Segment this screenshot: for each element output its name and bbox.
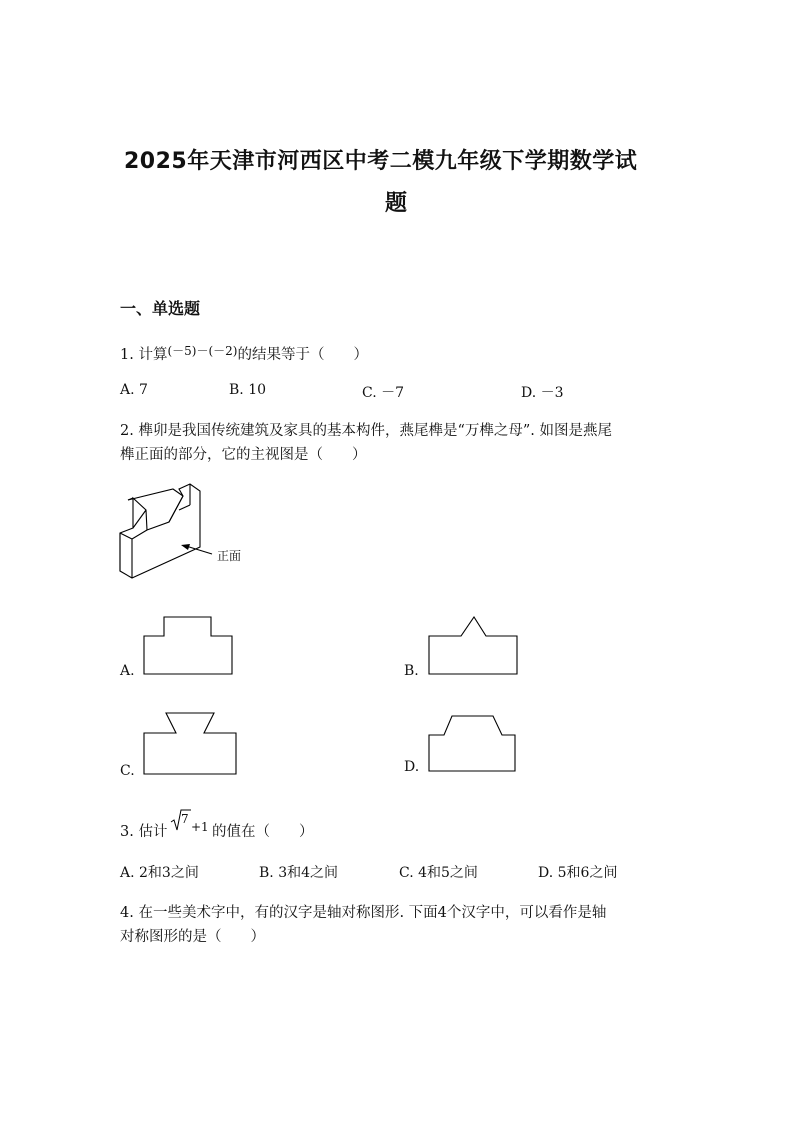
question-3-radicand: 7 [181,812,189,826]
page-title-line-2: 题 [385,191,408,216]
question-2-option-d: D. [404,759,420,775]
question-1-suffix: 的结果等于（ ） [237,347,368,363]
question-2-option-c: C. [120,763,135,779]
option-d-shape [429,716,515,771]
question-1-option-a: A. 7 [120,382,148,398]
front-face-label: 正面 [217,549,242,563]
question-1-expression: (－5)－(－2) [167,344,238,358]
option-a-shape [144,617,232,674]
question-4-line-2: 对称图形的是（ ） [120,929,265,945]
section-header: 一、单选题 [120,299,201,318]
question-2-line-2: 榫正面的部分，它的主视图是（ ） [120,447,367,463]
question-3-option-d: D. 5和6之间 [538,865,618,881]
question-2-option-b: B. [404,663,419,679]
question-3-option-a: A. 2和3之间 [120,865,199,881]
question-3-option-b: B. 3和4之间 [259,865,339,881]
question-1-option-c: C. －7 [362,385,405,401]
question-1-option-b: B. 10 [229,382,267,398]
question-3-prefix: 3. 估计 [120,824,168,840]
option-c-shape [144,713,236,774]
question-2-option-a: A. [120,663,135,679]
question-3-suffix: 的值在（ ） [212,824,314,840]
question-3-option-c: C. 4和5之间 [399,865,478,881]
page-title-line-1: 2025年天津市河西区中考二模九年级下学期数学试 [124,149,638,174]
question-2-line-1: 2. 榫卯是我国传统建筑及家具的基本构件，燕尾榫是“万榫之母”. 如图是燕尾 [120,423,612,439]
question-1-prefix: 1. 计算 [120,347,168,363]
question-4-line-1: 4. 在一些美术字中，有的汉字是轴对称图形. 下面4个汉字中，可以看作是轴 [120,905,607,921]
arrow-head-icon [181,544,190,550]
question-3-plus: +1 [191,820,209,834]
question-1-option-d: D. －3 [521,385,564,401]
option-b-shape [429,617,517,674]
